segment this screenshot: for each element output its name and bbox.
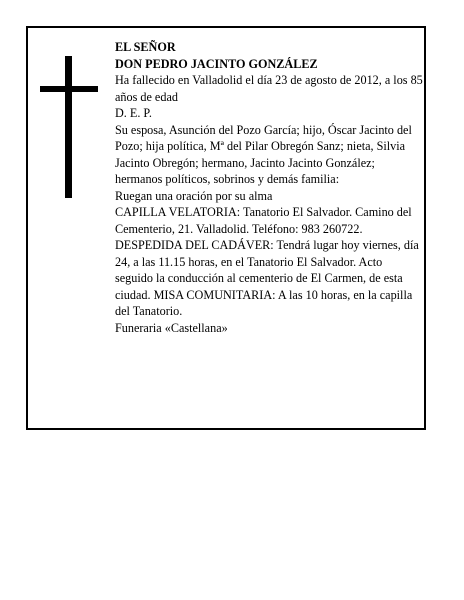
dep-abbreviation: D. E. P. [115, 106, 152, 120]
family-list: Su esposa, Asunción del Pozo García; hijo, Óscar Jacinto del Pozo; hija política, Mª del Pilar Obregón Sanz; nieta, Silvia Jacinto Obregón; hermano, Jacinto Jacinto González; hermanos políticos, sobrinos y demás familia: [115, 122, 412, 186]
funeral-home: Funeraria «Castellana» [115, 320, 228, 335]
prayer-request: Ruegan una oración por su alma [115, 188, 273, 203]
obituary-text [115, 39, 423, 336]
farewell-info: DESPEDIDA DEL CADÁVER: Tendrá lugar hoy viernes, día 24, a las 11.15 horas, en el Tanatorio El Salvador. Acto seguido la conducción al cementerio de El Carmen, de esta ciudad. MISA COMUNITARIA: A las 10 horas, en la capilla del Tanatorio. [115, 238, 419, 318]
death-info: Ha fallecido en Valladolid el día 23 de agosto de 2012, a los 85 años de edad [115, 73, 423, 104]
chapel-info: CAPILLA VELATORIA: Tanatorio El Salvador. Camino del Cementerio, 21. Valladolid. Teléfono: 983 260722. [115, 205, 412, 236]
notice-title-line-1: EL SEÑOR [115, 40, 176, 54]
cross-icon [40, 56, 98, 198]
cross-horizontal-bar [40, 86, 98, 92]
cross-vertical-bar [65, 56, 72, 198]
obituary-notice [26, 26, 426, 430]
deceased-name: DON PEDRO JACINTO GONZÁLEZ [115, 56, 318, 71]
